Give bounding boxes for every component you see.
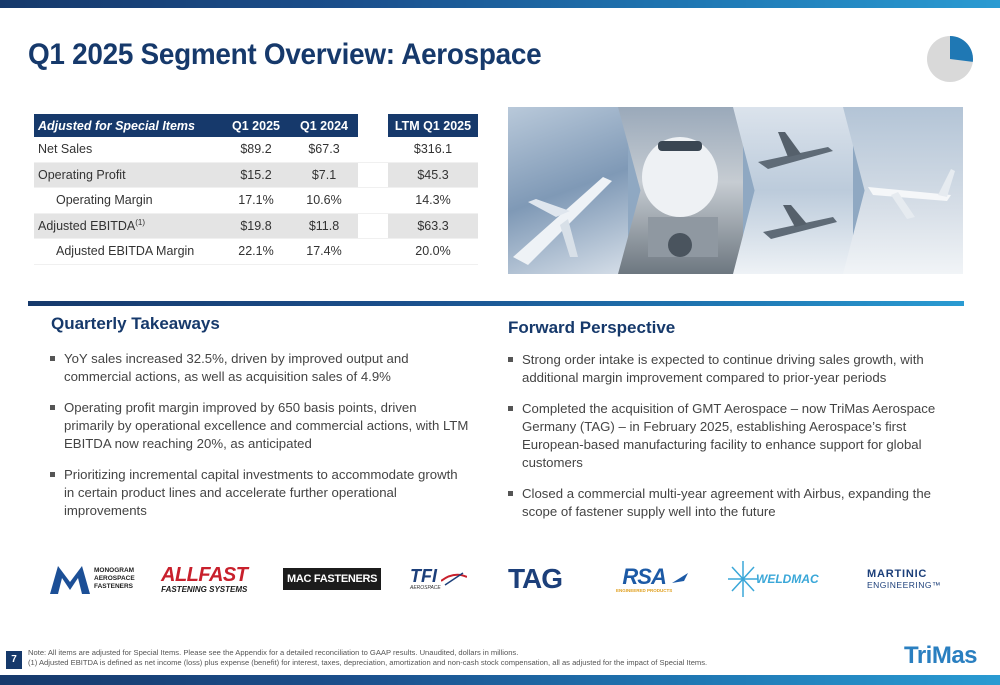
monogram-mark-icon [48,562,92,596]
tag-wordmark: TAG [508,563,563,594]
table-row [34,162,478,188]
allfast-tagline: FASTENING SYSTEMS [161,584,248,594]
mac-wordmark: MAC FASTENERS [283,568,381,590]
photo-airliner-takeoff [508,107,628,274]
tfi-swoosh-icon [441,569,467,589]
list-item: Operating profit margin improved by 650 basis points, driven primarily by operational excellence and commercial actions, with LTM EBITDA now reaching 20%, as anticipated [50,399,470,453]
footnote-marker: (1) [135,218,146,228]
monogram-line1: MONOGRAM [94,567,135,574]
photo-airliner-hangar [618,107,743,274]
tfi-tagline: AEROSPACE [410,585,441,591]
row-gap [358,239,388,265]
row-gap [358,188,388,214]
monogram-aerospace-logo [48,558,135,600]
row-ltm: $63.3 [388,213,478,239]
table-row [34,213,478,239]
airliner-front-icon [618,107,743,274]
aerospace-photo-collage [508,107,963,274]
row-label-text: Adjusted EBITDA [38,219,136,234]
header-gap [358,114,388,137]
row-q1-2024: $67.3 [290,137,358,162]
footnote-line2: (1) Adjusted EBITDA is defined as net income (loss) plus expense (benefit) for interest, taxes, depreciation, amortization and non-cash stock compensation, all as adjusted for the impact of Special Items. [28,658,708,667]
martinic-tagline: ENGINEERING™ [867,580,942,590]
martinic-wordmark: MARTINIC [867,568,928,580]
rsa-wordmark: RSA [622,563,666,589]
weldmac-logo [726,558,819,600]
row-label [34,213,222,239]
martinic-engineering-logo [867,558,941,600]
fighter-jet-icon [733,107,853,274]
row-label: Net Sales [34,137,222,162]
top-accent-bar [0,0,1000,8]
airliner-icon [508,107,628,274]
tfi-wordmark: TFI [410,566,437,586]
row-ltm: $316.1 [388,137,478,162]
row-ltm: $45.3 [388,162,478,188]
allfast-wordmark: ALLFAST [161,563,248,586]
list-item: Closed a commercial multi-year agreement with Airbus, expanding the scope of fastener supply well into the future [508,485,960,521]
list-item: Prioritizing incremental capital investments to accommodate growth in certain product lines and accelerate further operational improvements [50,466,470,520]
row-q1-2024: 17.4% [290,239,358,265]
row-ltm: 20.0% [388,239,478,265]
row-q1-2025: 22.1% [222,239,290,265]
row-q1-2024: 10.6% [290,188,358,214]
header-q1-2024: Q1 2024 [290,114,358,137]
header-q1-2025: Q1 2025 [222,114,290,137]
row-q1-2025: $19.8 [222,213,290,239]
list-item: Completed the acquisition of GMT Aerospace – now TriMas Aerospace Germany (TAG) – in February 2025, establishing Aerospace’s first European-based manufacturing facility to enhance support for global customers [508,400,960,472]
photo-business-jet [843,107,963,274]
pie-highlight-slice [950,36,973,62]
footnotes [28,648,707,668]
trimas-brand-logo: TriMas [904,642,978,669]
photo-fighter-jets [733,107,853,274]
header-label: Adjusted for Special Items [34,114,222,137]
monogram-line3: FASTENERS [94,583,134,590]
forward-perspective-list [508,351,960,534]
table-header-row [34,114,478,137]
mac-fasteners-logo [283,558,381,600]
row-label: Adjusted EBITDA Margin [34,239,222,265]
rsa-tagline: ENGINEERED PRODUCTS [616,587,673,593]
weldmac-star-icon [726,559,760,599]
financial-table [34,114,478,265]
row-q1-2025: $15.2 [222,162,290,188]
page-title: Q1 2025 Segment Overview: Aerospace [28,38,542,71]
row-q1-2025: 17.1% [222,188,290,214]
rsa-engineered-logo [616,558,688,600]
row-gap [358,137,388,162]
row-gap [358,213,388,239]
bottom-accent-bar [0,675,1000,685]
quarterly-takeaways-heading: Quarterly Takeaways [51,314,220,333]
forward-perspective-heading: Forward Perspective [508,318,676,337]
row-q1-2024: $7.1 [290,162,358,188]
row-label: Operating Profit [34,162,222,188]
tfi-aerospace-logo [410,558,467,600]
allfast-logo [161,558,248,600]
business-jet-icon [843,107,963,274]
row-label: Operating Margin [34,188,222,214]
list-item: YoY sales increased 32.5%, driven by improved output and commercial actions, as well as acquisition sales of 4.9% [50,350,470,386]
section-divider [28,301,964,306]
row-q1-2025: $89.2 [222,137,290,162]
segment-pie-icon [926,33,974,85]
monogram-line2: AEROSPACE [94,575,135,582]
table-row [34,239,478,265]
row-ltm: 14.3% [388,188,478,214]
row-q1-2024: $11.8 [290,213,358,239]
table-row [34,137,478,162]
table-row [34,188,478,214]
row-gap [358,162,388,188]
rsa-jet-icon [672,573,688,585]
footnote-line1: Note: All items are adjusted for Special Items. Please see the Appendix for a detailed reconciliation to GAAP results. Unaudited, dollars in millions. [28,648,519,657]
quarterly-takeaways-list [50,350,470,533]
header-ltm: LTM Q1 2025 [388,114,478,137]
list-item: Strong order intake is expected to continue driving sales growth, with additional margin improvement compared to prior-year periods [508,351,960,387]
tag-logo [508,558,562,600]
page-number: 7 [6,651,22,669]
weldmac-wordmark: WELDMAC [756,572,819,586]
